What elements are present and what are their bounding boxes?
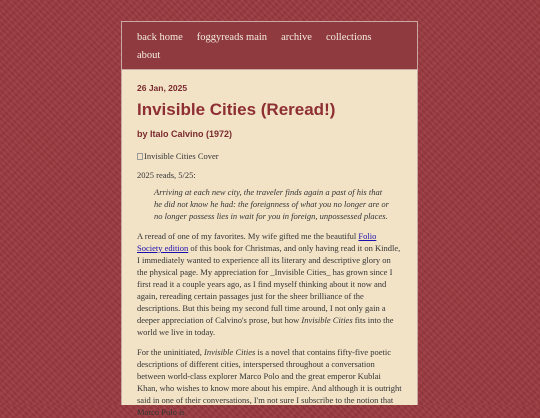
- p1-text-a: A reread of one of my favorites. My wife gifted me the beautiful: [137, 231, 359, 241]
- nav-foggyreads-main[interactable]: foggyreads main: [196, 32, 268, 43]
- folio-society-link[interactable]: Folio Society edition: [137, 231, 377, 253]
- cover-image-alt: Invisible Cities Cover: [144, 151, 219, 161]
- post-content: [122, 83, 417, 418]
- p1-text-b: of this book for Christmas, and only having read it on Kindle, I immediately wanted to experience all its literary and descriptive glory on the physical page. My appreciation for _Invisible Cities_ has grown since I first read it a couple years ago, as I find myself thinking about it now and again, rereading certain passages just for the sheer brilliance of the descriptions. But this being my second full time around, I not only gain a deeper appreciation of Calvino's prose, but how: [137, 243, 401, 325]
- nav-collections[interactable]: collections: [325, 32, 372, 43]
- reads-count: 2025 reads, 5/25:: [137, 170, 196, 180]
- p1-text-c: fits into the world we live in today.: [137, 315, 394, 337]
- p2-book-title: Invisible Cities: [204, 347, 256, 357]
- post-byline: by Italo Calvino (1972): [137, 129, 233, 139]
- top-nav: [122, 22, 417, 70]
- cover-image: [137, 151, 402, 161]
- post-date: 26 Jan, 2025: [137, 83, 188, 93]
- p1-book-title: Invisible Cities: [301, 315, 353, 325]
- nav-back-home[interactable]: back home: [137, 32, 183, 43]
- epigraph-quote: Arriving at each new city, the traveler finds again a past of his that he did not know he had: the foreignness of what you no longer are or no longer possess lies in wait for you in foreign, unpossessed places.: [154, 187, 389, 221]
- page-frame: [121, 21, 418, 417]
- p2-text-b: is a novel that contains fifty-five poetic descriptions of different cities, interspersed throughout a conversation between world-class explorer Marco Polo and the great emperor Kublai Khan, who wishes to know more about his empire. And although it is outright said in one of their conversations, I'm not sure I subscribe to the notion that Marco Polo is: [137, 347, 402, 417]
- broken-image-icon: [137, 153, 143, 160]
- post-title: Invisible Cities (Reread!): [137, 100, 336, 119]
- nav-archive[interactable]: archive: [281, 32, 312, 43]
- nav-about[interactable]: about: [137, 50, 161, 61]
- paragraph-1: [137, 230, 402, 338]
- p2-text-a: For the uninitiated,: [137, 347, 205, 357]
- paragraph-2: [137, 346, 402, 418]
